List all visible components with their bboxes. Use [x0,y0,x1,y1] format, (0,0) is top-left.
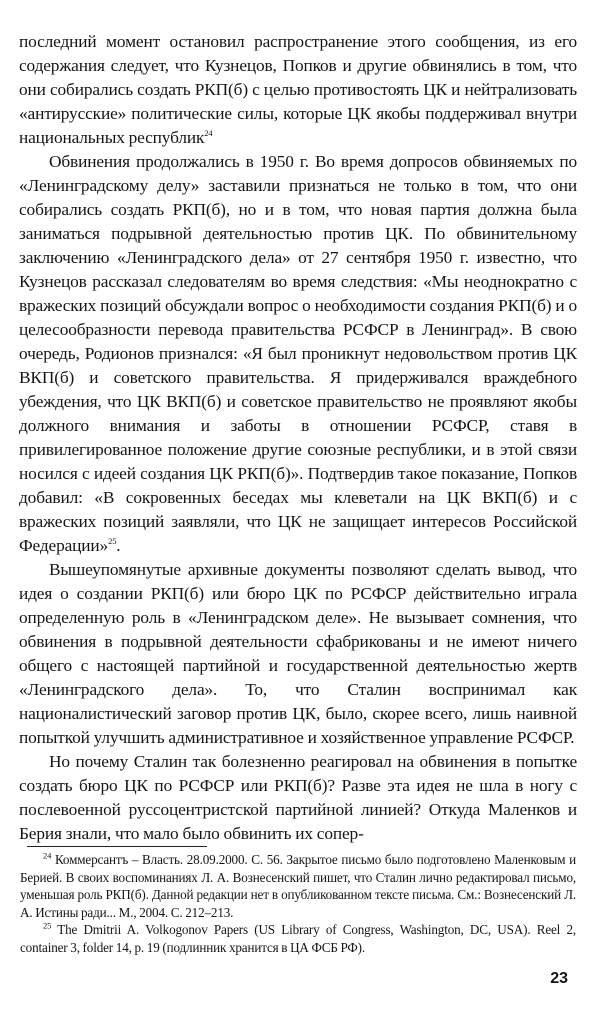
footnote-24 [20,851,576,921]
footnote-25 [20,921,576,956]
paragraph-1-text: последний момент остановил распространение этого сообщения, из его содержания следует, что Кузнецов, Попков и другие обвинялись в том, что они собирались создать РКП(б) с целью противостоять ЦК и нейтрализовать «антирусские» политические силы, которые ЦК якобы поддерживал внутри национальных республик [19,32,577,147]
page-number: 23 [550,970,568,987]
footnote-24-text: Коммерсантъ – Власть. 28.09.2000. С. 56. Закрытое письмо было подготовлено Маленковым и Берией. В своих воспоминаниях Л. А. Вознесенский пишет, что Сталин лично редактировал письмо, уменьшая роль РКП(б). Данной редакции нет в опубликованном тексте письма. См.: Вознесенский Л. А. Истины ради... М., 2004. С. 212–213. [20,852,576,920]
footnote-ref-24: 24 [204,128,213,139]
footnote-ref-25: 25 [108,536,117,547]
footnote-divider [27,846,207,847]
footnote-25-number: 25 [43,921,52,931]
paragraph-1 [19,30,577,150]
footnote-25-text: The Dmitrii A. Volkogonov Papers (US Library of Congress, Washington, DC, USA). Reel 2, container 3, folder 14, p. 19 (подлинник хранится в ЦА ФСБ РФ). [20,922,576,955]
main-text [19,30,577,846]
paragraph-3: Вышеупомянутые архивные документы позволяют сделать вывод, что идея о создании РКП(б) или бюро ЦК по РСФСР действительно играла определенную роль в «Ленинградском деле». Не вызывает сомнения, что обвинения в подрывной деятельности сфабрикованы и не имеют ничего общего с настоящей партийной и государственной деятельностью жертв «Ленинградского дела». То, что Сталин воспринимал как националистический заговор против ЦК, было, скорее всего, лишь наивной попыткой улучшить административное и хозяйственное управление РСФСР. [19,560,577,747]
paragraph-2-text: Обвинения продолжались в 1950 г. Во время допросов обвиняемых по «Ленинградскому делу» заставили признаться не только в том, что они собирались создать РКП(б), но и в том, что новая партия должна была заниматься подрывной деятельностью против ЦК. По обвинительному заключению «Ленинградского дела» от 27 сентября 1950 г. известно, что Кузнецов рассказал следователям во время следствия: «Мы неоднократно с вражеских позиций обсуждали вопрос о необходимости создания РКП(б) и о целесообразности перевода правительства РСФСР в Ленинград». В свою очередь, Родионов признался: «Я был проникнут недовольством против ЦК ВКП(б) и советского правительства. Я придерживался враждебного убеждения, что ЦК ВКП(б) и советское правительство не проявляют якобы должного внимания и заботы в отношении РСФСР, ставя в привилегированное положение другие союзные республики, и в этой связи носился с идеей создания ЦК РКП(б)». Подтвердив такое показание, Попков добавил: «В сокровенных беседах мы клеветали на ЦК ВКП(б) и с вражеских позиций заявляли, что ЦК не защищает интересов Российской Федерации» [19,152,577,555]
paragraph-2: Обвинения продолжались в 1950 г. Во время допросов обвиняемых по «Ленинградскому делу» заставили признаться не только в том, что они собирались создать РКП(б), но и в том, что новая партия должна была заниматься подрывной деятельностью против ЦК. По обвинительному заключению «Ленинградского дела» от 27 сентября 1950 г. известно, что Кузнецов рассказал следователям во время следствия: «Мы неоднократно с вражеских позиций обсуждали вопрос о необходимости создания РКП(б) и о целесообразности перевода правительства РСФСР в Ленинград». В свою очередь, Родионов признался: «Я был проникнут недовольством против ЦК ВКП(б) и советского правительства. Я придерживался враждебного убеждения, что ЦК ВКП(б) и советское правительство не проявляют якобы должного внимания и заботы в отношении РСФСР, ставя в привилегированное положение другие союзные республики, и в этой связи носился с идеей создания ЦК РКП(б)». Подтвердив такое показание, Попков добавил: «В сокровенных беседах мы клеветали на ЦК ВКП(б) и с вражеских позиций заявляли, что ЦК не защищает интересов Российской Федерации»$^{25}$. [19,152,577,555]
footnote-24-number: 24 [43,850,52,861]
paragraph-4: Но почему Сталин так болезненно реагировал на обвинения в попытке создать бюро ЦК по РСФСР или РКП(б)? Разве эта идея не шла в ногу с послевоенной руссоцентристской партийной линией? Откуда Маленков и Берия знали, что мало было обвинить их сопер- [19,752,577,843]
footnotes [20,851,576,957]
